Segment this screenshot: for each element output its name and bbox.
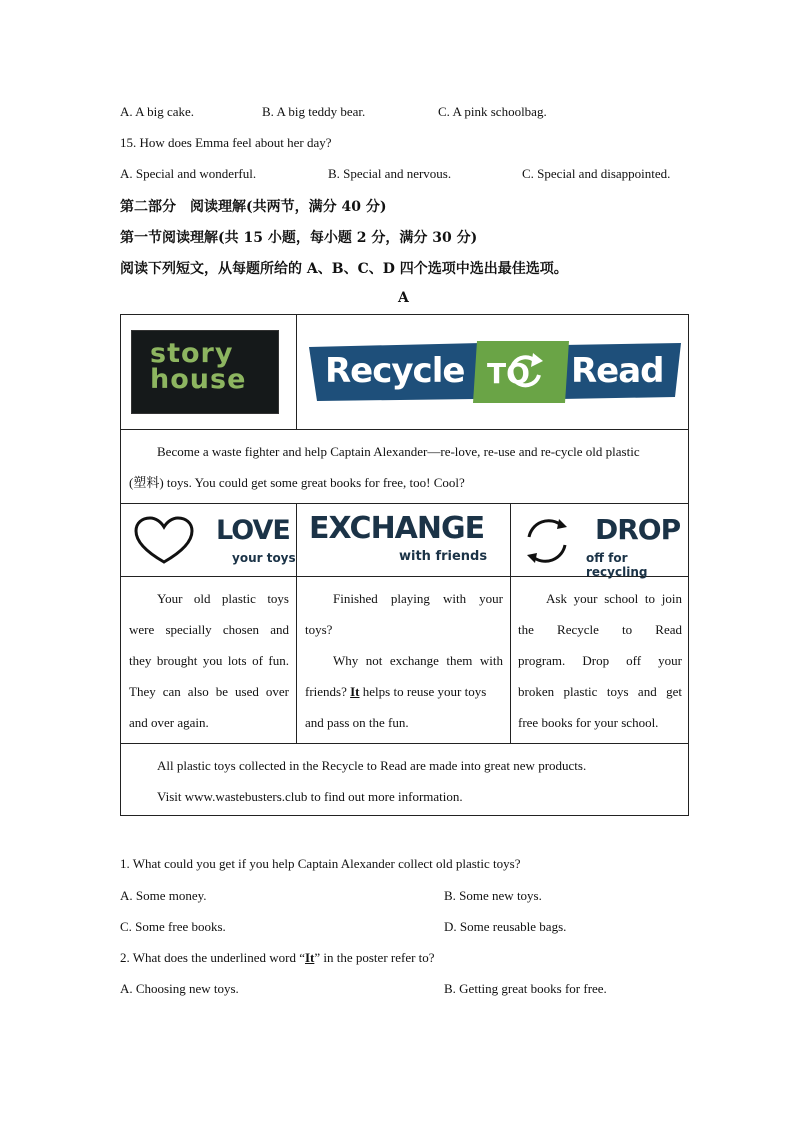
footer-line-1: All plastic toys collected in the Recycle to Read are made into great new products. [157,758,587,773]
col2-line-2: toys? [305,622,333,637]
footer-line-2: Visit www.wastebusters.club to find out more information. [157,789,463,804]
q1-option-a: A. Some money. [120,888,207,903]
banner-recycle-text: Recycle [325,351,465,391]
col3-line-3: program. Drop off your [518,653,682,668]
banner-read-text: Read [571,351,664,391]
col2-line-4-end: helps to reuse your toys [359,684,487,699]
recycle-poster [120,314,689,816]
exchange-column-text [305,583,503,738]
col2-line-4-start: friends? [305,684,351,699]
question-1: 1. What could you get if you help Captain Alexander collect old plastic toys? [120,856,521,871]
option-b: B. A big teddy bear. [262,104,366,119]
passage-label: A [398,290,409,306]
col3-line-5: free books for your school. [518,715,659,730]
q2-option-a: A. Choosing new toys. [120,981,239,996]
love-header [121,503,296,576]
option-c: C. A pink schoolbag. [438,104,547,119]
intro-paragraph [129,436,682,498]
exchange-header [297,503,510,576]
col1-line-1: Your old plastic toys [157,591,289,606]
intro-line-1: Become a waste fighter and help Captain Alexander—re-love, re-use and re-cycle old plastic [157,444,640,459]
col3-line-1: Ask your school to join [546,591,682,606]
logo-line-1: story [150,338,234,369]
section-instruction: 阅读下列短文，从每题所给的 A、B、C、D 四个选项中选出最佳选项。 [120,261,568,277]
q1-option-b: B. Some new toys. [444,888,542,903]
question-2 [120,950,435,966]
intro-line-2: (塑料) toys. You could get some great books for free, too! Cool? [129,475,465,490]
drop-title: DROP [595,513,681,546]
exchange-subtitle: with friends [399,549,488,564]
q2-text-start: 2. What does the underlined word “ [120,950,305,965]
exchange-title: EXCHANGE [309,511,485,546]
love-title: LOVE [216,515,290,546]
recycle-to-read-banner [309,341,681,403]
storyhouse-logo [131,330,279,414]
q1-option-d: D. Some reusable bags. [444,919,567,934]
col3-line-2: the Recycle to Read [518,622,682,637]
logo-line-2: house [150,364,247,395]
drop-subtitle: off for recycling [586,551,648,579]
love-column-text [129,583,289,738]
q15-option-b: B. Special and nervous. [328,166,452,181]
underlined-word-it: It [350,684,360,699]
banner-to-text: TO [487,357,530,390]
q2-underlined-word: It [304,950,315,965]
option-a: A. A big cake. [120,104,195,119]
poster-footer [157,750,682,812]
recycle-arrows-icon [521,515,573,567]
q2-text-end: ” in the poster refer to? [314,950,435,965]
q15-option-a: A. Special and wonderful. [120,166,257,181]
col2-line-3: Why not exchange them with [333,653,503,668]
drop-header [511,503,689,579]
question-15: 15. How does Emma feel about her day? [120,135,332,150]
col3-line-4: broken plastic toys and get [518,684,682,699]
section-part2-heading: 第二部分 阅读理解(共两节，满分 40 分) [120,199,387,215]
q2-option-b: B. Getting great books for free. [444,981,607,996]
q1-option-c: C. Some free books. [120,919,226,934]
q15-option-c: C. Special and disappointed. [522,166,671,181]
drop-column-text [518,583,682,738]
col1-line-3: they brought you lots of fun. [129,653,289,668]
love-subtitle: your toys [232,551,296,565]
col1-line-4: They can also be used over [129,684,289,699]
heart-icon [133,516,195,566]
section-sub1-heading: 第一节阅读理解(共 15 小题，每小题 2 分，满分 30 分) [120,230,478,246]
col2-line-5: and pass on the fun. [305,715,409,730]
col1-line-2: were specially chosen and [129,622,289,637]
col1-line-5: and over again. [129,715,209,730]
col2-line-1: Finished playing with your [333,591,503,606]
col2-line-4 [305,676,503,707]
